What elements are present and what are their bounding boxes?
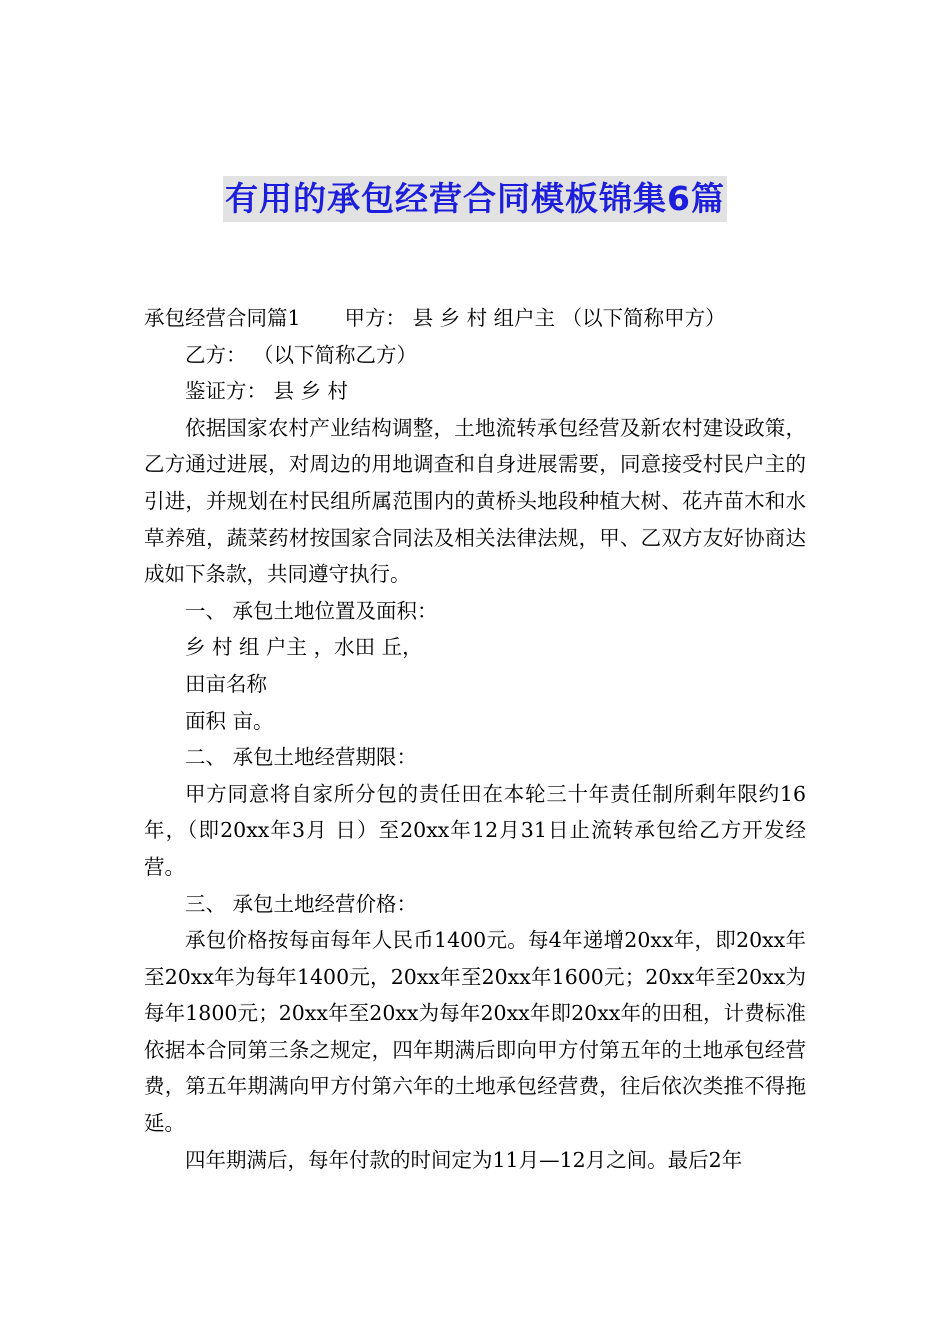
paragraph: 乙方： （以下简称乙方）	[185, 342, 418, 367]
party-a-line: 甲方： 县 乡 村 组户主 （以下简称甲方）	[344, 306, 726, 330]
paragraph: 三、 承包土地经营价格：	[185, 891, 418, 916]
paragraph: 面积 亩。	[185, 708, 274, 733]
paragraph: 依据国家农村产业结构调整，土地流转承包经营及新农村建设政策，乙方通过进展，对周边的用地调查和自身进展需要，同意接受村民户主的引进，并规划在村民组所属范围内的黄桥头地段种植大树、花卉苗木和水草养殖，蔬菜药材按国家合同法及相关法律法规，甲、乙双方友好协商达成如下条款，共同遵守执行。	[144, 415, 806, 587]
paragraph: 四年期满后，每年付款的时间定为11月—12月之间。最后2年	[185, 1147, 743, 1172]
contract-header-line	[144, 300, 806, 337]
document-title: 有用的承包经营合同模板锦集6篇	[223, 176, 727, 222]
paragraph: 二、 承包土地经营期限：	[185, 745, 418, 770]
paragraph: 一、 承包土地位置及面积：	[185, 598, 438, 623]
paragraph: 乡 村 组 户主 ，水田 丘，	[185, 635, 423, 660]
paragraph: 甲方同意将自家所分包的责任田在本轮三十年责任制所剩年限约16年，（即20xx年3月 日）至20xx年12月31日止流转承包给乙方开发经营。	[144, 781, 806, 879]
paragraph: 鉴证方： 县 乡 村	[185, 379, 349, 404]
contract-heading-label: 承包经营合同篇1	[144, 306, 301, 330]
paragraph: 田亩名称	[185, 671, 267, 696]
title-container	[0, 176, 950, 222]
paragraph: 承包价格按每亩每年人民币1400元。每4年递增20xx年，即20xx年至20xx年为每年1400元，20xx年至20xx年1600元；20xx年至20xx为每年1800元；20xx年至20xx为每年20xx年即20xx年的田租，计费标准依据本合同第三条之规定，四年期满后即向甲方付第五年的土地承包经营费，第五年期满向甲方付第六年的土地承包经营费，往后依次类推不得拖延。	[144, 928, 806, 1136]
document-body	[144, 300, 806, 1178]
